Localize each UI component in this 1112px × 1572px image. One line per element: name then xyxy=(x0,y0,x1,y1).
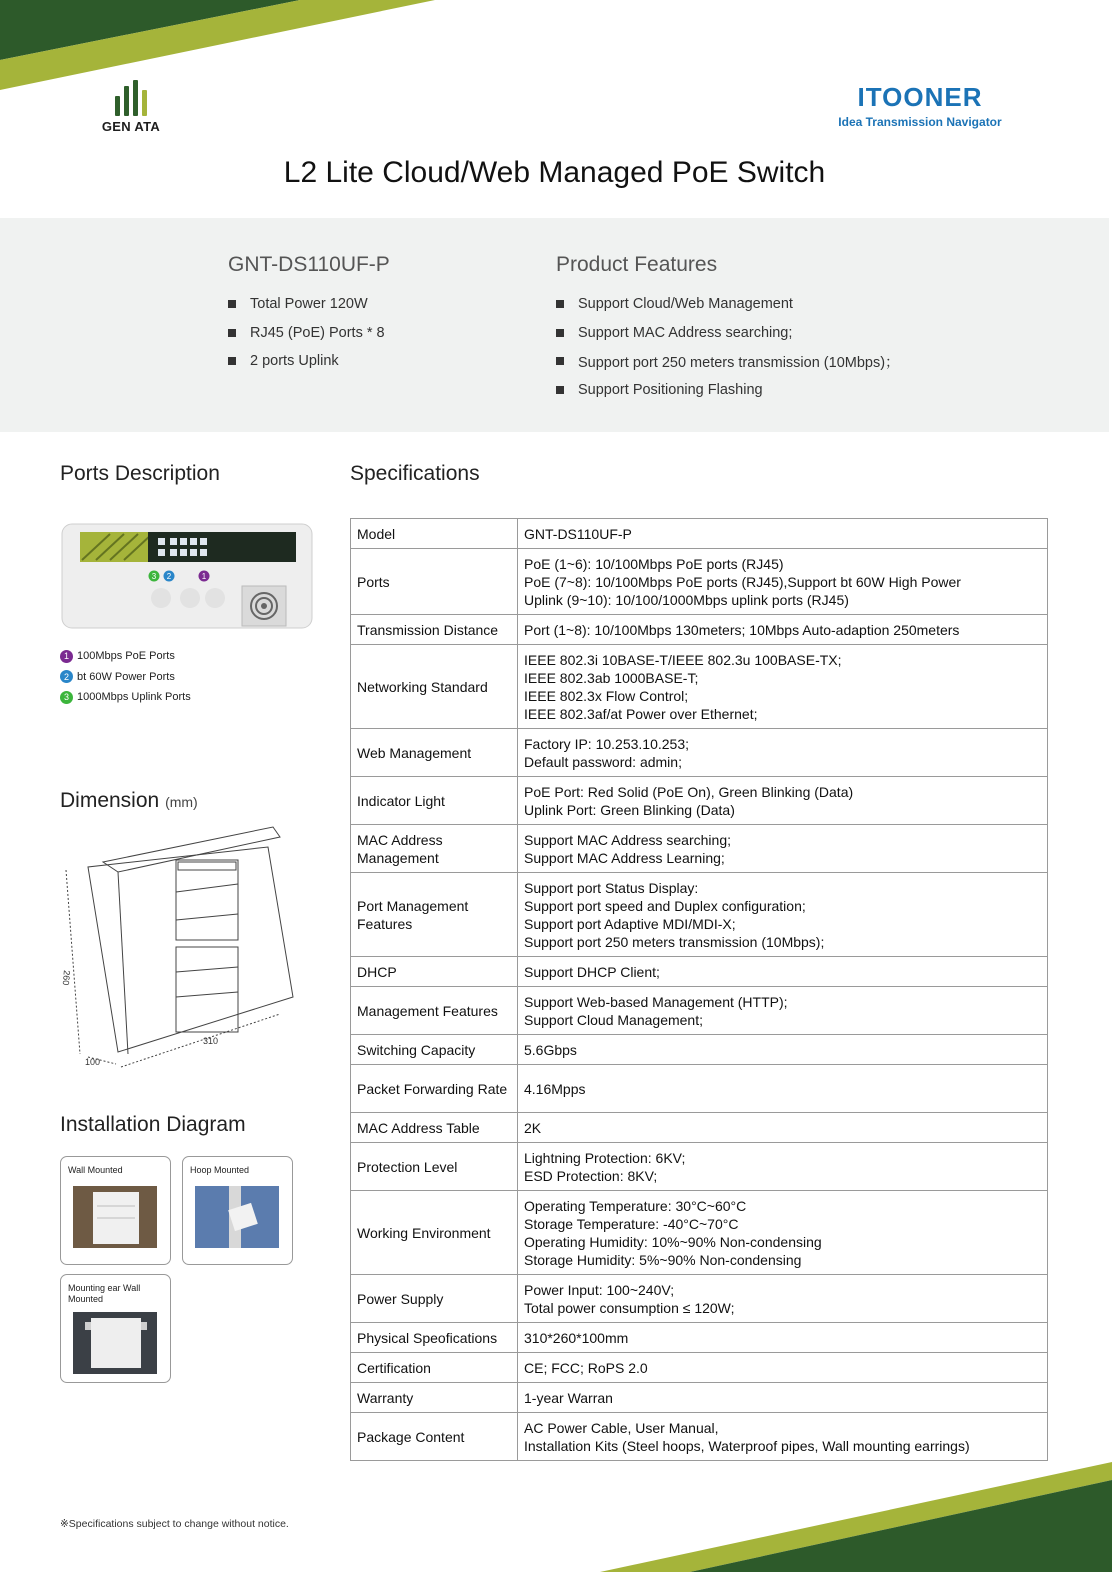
spec-value: Support DHCP Client; xyxy=(518,957,1048,987)
model-highlights xyxy=(228,290,385,376)
spec-key: Warranty xyxy=(351,1383,518,1413)
spec-value: AC Power Cable, User Manual, Installation Kits (Steel hoops, Waterproof pipes, Wall mounting earrings) xyxy=(518,1413,1048,1461)
spec-key: Networking Standard xyxy=(351,645,518,729)
spec-key: Transmission Distance xyxy=(351,615,518,645)
table-row xyxy=(351,1383,1048,1413)
specifications-heading: Specifications xyxy=(350,462,480,485)
table-row xyxy=(351,729,1048,777)
spec-key: DHCP xyxy=(351,957,518,987)
svg-text:2: 2 xyxy=(166,572,172,581)
ear-mount-photo xyxy=(73,1312,157,1374)
spec-value: 310*260*100mm xyxy=(518,1323,1048,1353)
genata-logo-text: GEN ATA xyxy=(101,119,161,134)
install-label: Hoop Mounted xyxy=(190,1165,250,1175)
install-label: Mounting ear Wall Mounted xyxy=(68,1283,141,1304)
wall-mount-photo xyxy=(73,1186,157,1248)
spec-key: Web Management xyxy=(351,729,518,777)
dimension-heading: Dimension (mm) xyxy=(60,789,198,812)
spec-value: PoE (1~6): 10/100Mbps PoE ports (RJ45) PoE (7~8): 10/100Mbps PoE ports (RJ45),Support bt 60W High Power Uplink (9~10): 10/100/1000Mbps uplink ports (RJ45) xyxy=(518,549,1048,615)
spec-key: Package Content xyxy=(351,1413,518,1461)
model-name: GNT-DS110UF-P xyxy=(228,253,390,276)
spec-value: 4.16Mpps xyxy=(518,1065,1048,1113)
spec-key: Physical Speofications xyxy=(351,1323,518,1353)
install-hoop-mounted xyxy=(182,1156,293,1265)
install-ear-wall-mounted xyxy=(60,1274,171,1383)
number-badge: 3 xyxy=(60,691,73,704)
footnote: ※Specifications subject to change without notice. xyxy=(60,1518,289,1530)
itooner-logo xyxy=(820,82,1020,129)
spec-value: Support port Status Display: Support port speed and Duplex configuration; Support port Adaptive MDI/MDI-X; Support port 250 meters transmission (10Mbps); xyxy=(518,873,1048,957)
spec-value: Support Web-based Management (HTTP); Support Cloud Management; xyxy=(518,987,1048,1035)
spec-key: Ports xyxy=(351,549,518,615)
spec-value: 5.6Gbps xyxy=(518,1035,1048,1065)
spec-key: Protection Level xyxy=(351,1143,518,1191)
table-row xyxy=(351,519,1048,549)
spec-key: Switching Capacity xyxy=(351,1035,518,1065)
install-wall-mounted xyxy=(60,1156,171,1265)
number-badge: 1 xyxy=(60,650,73,663)
list-item: Total Power 120W xyxy=(228,290,385,319)
bullet-icon xyxy=(228,357,236,365)
svg-text:1: 1 xyxy=(201,572,207,581)
specifications-table xyxy=(350,518,1048,1461)
page-title: L2 Lite Cloud/Web Managed PoE Switch xyxy=(283,156,826,189)
table-row xyxy=(351,1353,1048,1383)
features-heading: Product Features xyxy=(556,253,718,276)
table-row xyxy=(351,1191,1048,1275)
itooner-logo-text: ITOONER xyxy=(857,82,983,112)
table-row xyxy=(351,987,1048,1035)
spec-value: GNT-DS110UF-P xyxy=(518,519,1048,549)
legend-item: 2 bt 60W Power Ports xyxy=(60,667,191,688)
table-row xyxy=(351,1065,1048,1113)
list-item: RJ45 (PoE) Ports * 8 xyxy=(228,319,385,348)
install-label: Wall Mounted xyxy=(68,1165,123,1175)
table-row xyxy=(351,645,1048,729)
spec-value: Factory IP: 10.253.10.253; Default password: admin; xyxy=(518,729,1048,777)
spec-key: Working Environment xyxy=(351,1191,518,1275)
table-row xyxy=(351,1413,1048,1461)
itooner-tagline: Idea Transmission Navigator xyxy=(838,115,1002,129)
installation-heading: Installation Diagram xyxy=(60,1113,246,1136)
table-row xyxy=(351,873,1048,957)
svg-text:3: 3 xyxy=(151,572,157,581)
spec-value: Lightning Protection: 6KV; ESD Protection: 8KV; xyxy=(518,1143,1048,1191)
spec-value: 2K xyxy=(518,1113,1048,1143)
table-row xyxy=(351,1035,1048,1065)
spec-value: Power Input: 100~240V; Total power consumption ≤ 120W; xyxy=(518,1275,1048,1323)
list-item: Support port 250 meters transmission (10Mbps)； xyxy=(556,347,900,376)
table-row xyxy=(351,1275,1048,1323)
spec-value: Port (1~8): 10/100Mbps 130meters; 10Mbps Auto-adaption 250meters xyxy=(518,615,1048,645)
spec-key: Model xyxy=(351,519,518,549)
bullet-icon xyxy=(556,329,564,337)
list-item: 2 ports Uplink xyxy=(228,347,385,376)
summary-band xyxy=(0,218,1109,432)
dimension-drawing xyxy=(58,822,318,1074)
ports-heading: Ports Description xyxy=(60,462,220,485)
list-item: Support MAC Address searching; xyxy=(556,319,900,348)
spec-key: MAC Address Management xyxy=(351,825,518,873)
spec-key: Certification xyxy=(351,1353,518,1383)
table-row xyxy=(351,1143,1048,1191)
genata-logo xyxy=(96,80,166,134)
bullet-icon xyxy=(556,300,564,308)
spec-value: CE; FCC; RoPS 2.0 xyxy=(518,1353,1048,1383)
bullet-icon xyxy=(228,300,236,308)
spec-key: Power Supply xyxy=(351,1275,518,1323)
spec-key: Port Management Features xyxy=(351,873,518,957)
table-row xyxy=(351,1113,1048,1143)
legend-item: 3 1000Mbps Uplink Ports xyxy=(60,687,191,708)
legend-item: 1 100Mbps PoE Ports xyxy=(60,646,191,667)
bullet-icon xyxy=(556,357,564,365)
spec-key: Packet Forwarding Rate xyxy=(351,1065,518,1113)
spec-value: PoE Port: Red Solid (PoE On), Green Blinking (Data) Uplink Port: Green Blinking (Data) xyxy=(518,777,1048,825)
spec-value: IEEE 802.3i 10BASE-T/IEEE 802.3u 100BASE-TX; IEEE 802.3ab 1000BASE-T; IEEE 802.3x Flow Control; IEEE 802.3af/at Power over Ethernet; xyxy=(518,645,1048,729)
device-photo xyxy=(60,518,315,638)
spec-value: Support MAC Address searching; Support MAC Address Learning; xyxy=(518,825,1048,873)
table-row xyxy=(351,1323,1048,1353)
bullet-icon xyxy=(228,329,236,337)
width-label: 310 xyxy=(203,1036,219,1046)
list-item: Support Positioning Flashing xyxy=(556,376,900,405)
ports-legend xyxy=(60,646,191,708)
spec-key: Indicator Light xyxy=(351,777,518,825)
spec-value: 1-year Warran xyxy=(518,1383,1048,1413)
list-item: Support Cloud/Web Management xyxy=(556,290,900,319)
table-row xyxy=(351,825,1048,873)
spec-value: Operating Temperature: 30°C~60°C Storage Temperature: -40°C~70°C Operating Humidity: 10%~90% Non-condensing Storage Humidity: 5%~90% Non-condensing xyxy=(518,1191,1048,1275)
feature-list xyxy=(556,290,900,404)
table-row xyxy=(351,549,1048,615)
hoop-mount-photo xyxy=(195,1186,279,1248)
height-label: 260 xyxy=(60,969,72,986)
depth-label: 100 xyxy=(85,1057,101,1067)
table-row xyxy=(351,777,1048,825)
table-row xyxy=(351,615,1048,645)
table-row xyxy=(351,957,1048,987)
spec-key: Management Features xyxy=(351,987,518,1035)
bullet-icon xyxy=(556,386,564,394)
genata-logo-icon xyxy=(96,80,166,116)
number-badge: 2 xyxy=(60,670,73,683)
spec-key: MAC Address Table xyxy=(351,1113,518,1143)
